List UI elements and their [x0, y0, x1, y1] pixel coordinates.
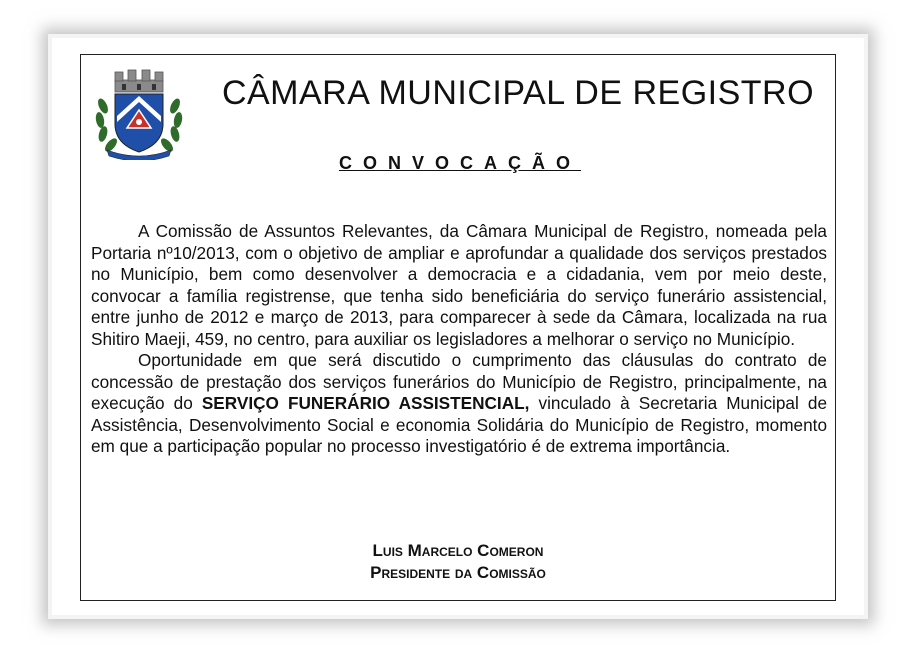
document-title: CÂMARA MUNICIPAL DE REGISTRO [221, 74, 815, 112]
paragraph-2-text-start: Oportunidade em que será discutido o cumprimento das cláusulas do contrato de concessão de prestação dos serviços funerários do Município de Registro, principalmente, na execução do [91, 350, 827, 413]
body-paragraph-1: A Comissão de Assuntos Relevantes, da Câmara Municipal de Registro, nomeada pela Portaria nº10/2013, com o objetivo de ampliar e aprofundar a qualidade dos serviços prestados no Município, bem como desenvolver a democracia e a cidadania, vem por meio deste, convocar a família registrense, que tenha sido beneficiária do serviço funerário assistencial, entre junho de 2012 e março de 2013, para comparecer à sede da Câmara, localizada na rua Shitiro Maeji, 459, no centro, para auxiliar os legisladores a melhorar o serviço no Município. [91, 221, 827, 349]
paragraph-2-emphasis: SERVIÇO FUNERÁRIO ASSISTENCIAL, [201, 393, 530, 413]
body-paragraph-2 [91, 350, 827, 458]
coat-of-arms-icon [93, 66, 185, 160]
paragraph-2-text-end: vinculado à Secretaria Municipal de Assistência, Desenvolvimento Social e economia Solidária do Município de Registro, momento em que a participação popular no processo investigatório é de extrema importância. [91, 393, 827, 456]
signature-block [258, 540, 658, 584]
document-body [91, 221, 827, 458]
signature-name: Luis Marcelo Comeron [372, 541, 544, 560]
document-heading: CONVOCAÇÃO [338, 153, 581, 173]
signature-role: Presidente da Comissão [370, 563, 546, 582]
